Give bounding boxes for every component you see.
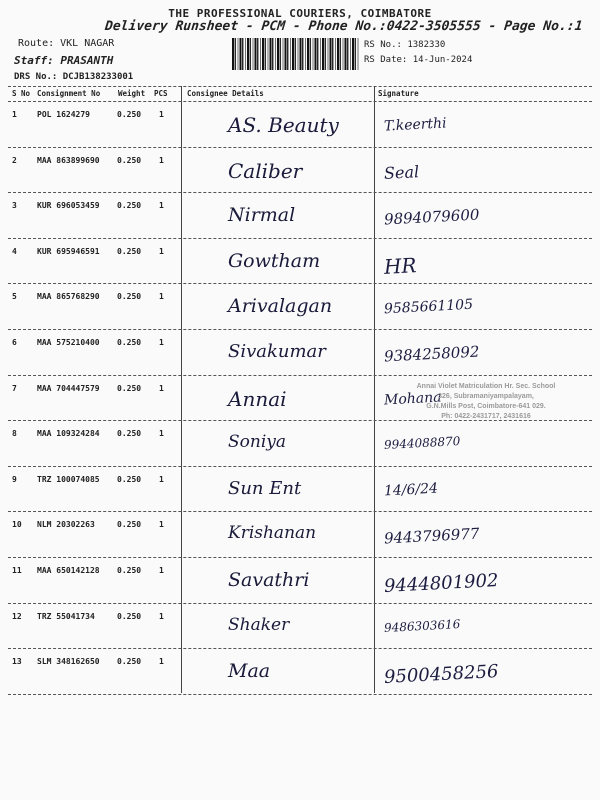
runsheet-title: Delivery Runsheet - PCM - Phone No.:0422-3505555 - Page No.:1 (104, 19, 584, 34)
row-consignment: MAA 575210400 (37, 338, 100, 347)
row-divider (8, 557, 592, 558)
row-consignment: SLM 348162650 (37, 657, 100, 667)
row-consignee: Arivalagan (228, 295, 333, 318)
row-consignment: MAA 109324284 (37, 429, 100, 439)
row-divider (8, 511, 592, 512)
row-weight: 0.250 (117, 611, 142, 621)
row-signature: 9585661105 (383, 297, 474, 318)
row-pcs: 1 (159, 201, 164, 211)
col-header-sno: S No (12, 89, 31, 98)
row-divider (8, 694, 592, 695)
row-weight: 0.250 (117, 474, 142, 484)
row-sno: 5 (12, 292, 17, 302)
row-sno: 10 (12, 520, 22, 530)
row-weight: 0.250 (117, 201, 142, 211)
row-consignment: TRZ 55041734 (37, 611, 95, 621)
row-divider (8, 375, 592, 376)
stamp-line-4: Ph: 0422-2431717, 2431616 (441, 413, 531, 420)
row-consignment: NLM 20302263 (37, 520, 95, 530)
row-consignment: TRZ 100074085 (37, 474, 100, 484)
row-signature: 14/6/24 (383, 480, 439, 500)
row-consignment: MAA 865768290 (37, 292, 100, 302)
company-title: THE PROFESSIONAL COURIERS, COIMBATORE (168, 7, 432, 20)
row-weight: 0.250 (117, 383, 142, 393)
row-consignment: MAA 650142128 (37, 566, 100, 575)
row-weight: 0.250 (117, 292, 142, 302)
row-pcs: 1 (159, 657, 164, 667)
rs-number: RS No.: 1382330 (364, 40, 446, 50)
row-weight: 0.250 (117, 155, 142, 165)
route-label: Route: VKL NAGAR (18, 38, 115, 49)
row-sno: 4 (12, 246, 17, 256)
row-consignee: Sivakumar (228, 341, 326, 362)
row-divider (8, 192, 592, 193)
row-weight: 0.250 (117, 429, 142, 439)
row-consignee: Caliber (228, 158, 303, 183)
rs-date: RS Date: 14-Jun-2024 (364, 55, 473, 65)
row-consignment: MAA 863899690 (37, 155, 100, 165)
row-consignee: Nirmal (228, 204, 296, 227)
row-signature: 9443796977 (383, 524, 480, 548)
row-signature: 9444801902 (383, 570, 500, 597)
table-top-rule (8, 86, 592, 87)
row-pcs: 1 (159, 566, 164, 575)
row-sno: 3 (12, 201, 17, 211)
row-signature: 9894079600 (383, 205, 480, 229)
row-divider (8, 329, 592, 330)
row-divider (8, 466, 592, 467)
row-consignment: POL 1624279 (37, 110, 90, 119)
row-signature: Seal (383, 161, 420, 183)
stamp-line-1: Annai Violet Matriculation Hr. Sec. School (416, 383, 556, 390)
row-weight: 0.250 (117, 566, 142, 575)
row-consignee: Sun Ent (228, 477, 302, 499)
row-pcs: 1 (159, 474, 164, 484)
row-sno: 2 (12, 155, 17, 165)
row-consignee: Gowtham (228, 249, 321, 272)
col-header-pcs: PCS (154, 89, 168, 98)
row-divider (8, 147, 592, 148)
row-consignee: Krishanan (228, 523, 317, 544)
row-pcs: 1 (159, 611, 164, 621)
row-pcs: 1 (159, 383, 164, 393)
row-signature: Mohana (383, 389, 442, 409)
school-stamp (380, 382, 592, 422)
row-pcs: 1 (159, 110, 164, 119)
row-signature: HR (383, 252, 418, 279)
row-divider (8, 238, 592, 239)
row-consignment: KUR 695946591 (37, 246, 100, 256)
row-consignee: Savathri (228, 569, 310, 591)
row-pcs: 1 (159, 520, 164, 530)
row-consignee: Maa (228, 660, 271, 683)
row-consignee: AS. Beauty (228, 113, 339, 137)
row-sno: 8 (12, 429, 17, 439)
row-consignment: KUR 696053459 (37, 201, 100, 211)
row-sno: 11 (12, 566, 22, 575)
row-pcs: 1 (159, 338, 164, 347)
col-header-weight: Weight (118, 89, 146, 98)
row-signature: 9944088870 (383, 434, 461, 453)
row-divider (8, 283, 592, 284)
row-weight: 0.250 (117, 246, 142, 256)
row-pcs: 1 (159, 246, 164, 256)
stamp-line-3: G.N.Mills Post, Coimbatore-641 029. (426, 403, 546, 410)
row-consignment: MAA 704447579 (37, 383, 100, 393)
stamp-line-2: 326, Subramaniyampalayam, (438, 393, 534, 400)
row-sno: 12 (12, 611, 22, 621)
row-sno: 9 (12, 474, 17, 484)
staff-label: Staff: PRASANTH (14, 54, 114, 67)
col-header-signature: Signature (378, 89, 419, 98)
row-sno: 13 (12, 657, 22, 667)
row-weight: 0.250 (117, 110, 142, 119)
row-signature: 9486303616 (383, 616, 461, 635)
row-signature: T.keerthi (383, 115, 447, 135)
row-sno: 6 (12, 338, 17, 347)
row-signature: 9500458256 (383, 661, 500, 689)
drs-number: DRS No.: DCJB138233001 (14, 72, 134, 82)
row-consignee: Soniya (228, 432, 287, 453)
row-pcs: 1 (159, 429, 164, 439)
barcode (232, 38, 360, 70)
col-header-consignee: Consignee Details (187, 89, 264, 98)
row-weight: 0.250 (117, 520, 142, 530)
row-weight: 0.250 (117, 657, 142, 667)
row-divider (8, 648, 592, 649)
row-consignee: Annai (228, 386, 287, 411)
row-consignee: Shaker (228, 614, 290, 635)
row-pcs: 1 (159, 155, 164, 165)
row-pcs: 1 (159, 292, 164, 302)
row-sno: 1 (12, 110, 17, 119)
row-sno: 7 (12, 383, 17, 393)
table-header-rule (8, 101, 592, 102)
col-header-consignment: Consignment No (37, 89, 101, 98)
row-signature: 9384258092 (383, 342, 480, 366)
row-divider (8, 603, 592, 604)
row-weight: 0.250 (117, 338, 142, 347)
